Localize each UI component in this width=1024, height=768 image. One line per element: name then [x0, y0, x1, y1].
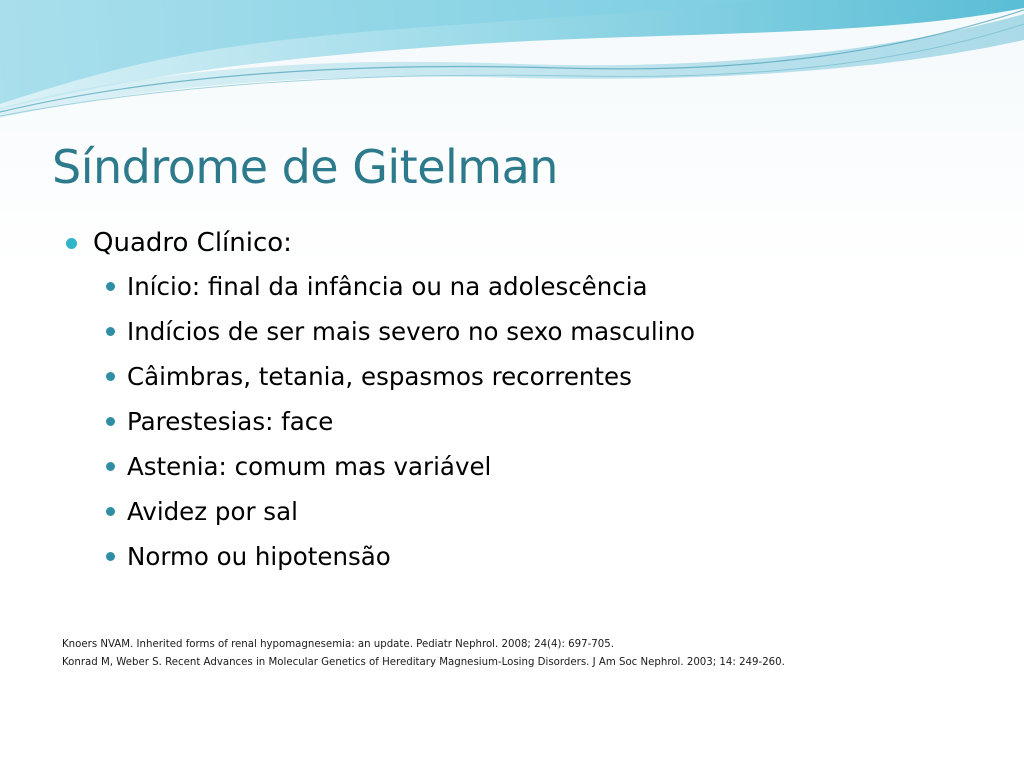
list-item: [106, 534, 986, 579]
bullet-dot-icon: [106, 507, 115, 516]
bullet-dot-icon: [106, 417, 115, 426]
references: [62, 636, 1012, 672]
bullet-dot-icon: [106, 327, 115, 336]
bullet-dot-icon: [106, 372, 115, 381]
reference-item: Knoers NVAM. Inherited forms of renal hypomagnesemia: an update. Pediatr Nephrol. 2008; 24(4): 697-705.: [62, 639, 614, 650]
bullet-dot-icon: [106, 462, 115, 471]
section-heading: Quadro Clínico:: [93, 228, 292, 258]
slide-body: [66, 222, 986, 579]
list-item: [106, 399, 986, 444]
list-item: [106, 489, 986, 534]
list-item-text: Câimbras, tetania, espasmos recorrentes: [127, 362, 632, 391]
list-item: [106, 354, 986, 399]
bullet-dot-icon: [106, 552, 115, 561]
section-heading-item: [66, 222, 986, 264]
header-wave-decoration: [0, 0, 1024, 120]
reference-item: Konrad M, Weber S. Recent Advances in Molecular Genetics of Hereditary Magnesium-Losing Disorders. J Am Soc Nephrol. 2003; 14: 249-260.: [62, 657, 785, 668]
list-item-text: Indícios de ser mais severo no sexo masculino: [127, 317, 696, 346]
bullet-dot-icon: [106, 282, 115, 291]
slide-title: Síndrome de Gitelman: [52, 140, 558, 194]
list-item: [106, 309, 986, 354]
list-item-text: Início: final da infância ou na adolescência: [127, 272, 648, 301]
list-item-text: Avidez por sal: [127, 497, 298, 526]
list-item-text: Normo ou hipotensão: [127, 542, 391, 571]
bullet-list: [66, 264, 986, 579]
list-item-text: Astenia: comum mas variável: [127, 452, 492, 481]
list-item-text: Parestesias: face: [127, 407, 334, 436]
list-item: [106, 264, 986, 309]
list-item: [106, 444, 986, 489]
bullet-dot-icon: [66, 238, 77, 249]
